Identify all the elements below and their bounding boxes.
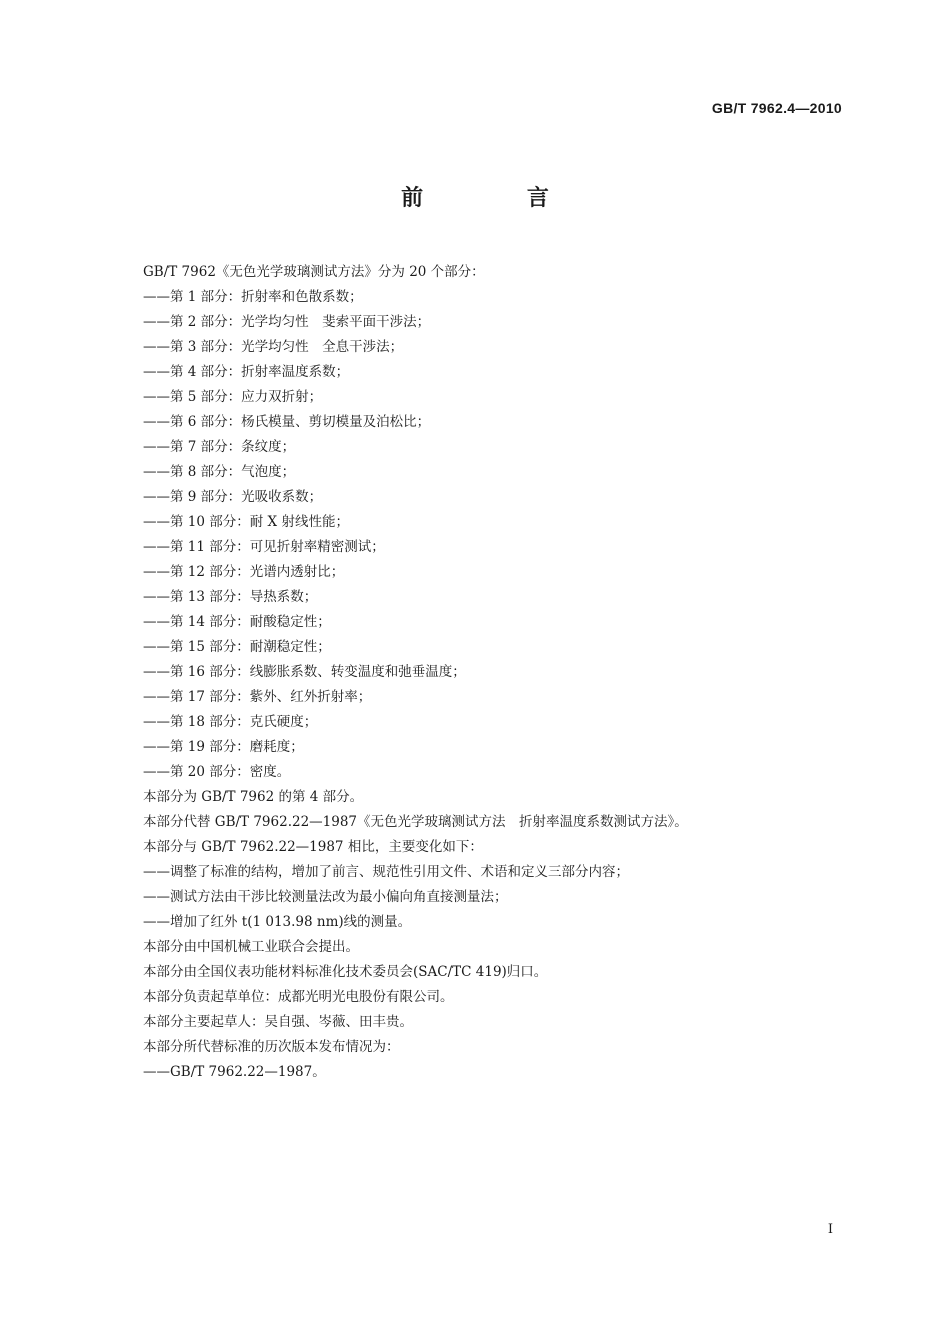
list-item: ——第 12 部分：光谱内透射比； (143, 564, 345, 580)
list-item: ——第 4 部分：折射率温度系数； (143, 364, 350, 380)
list-item: ——GB/T 7962.22—1987。 (143, 1064, 326, 1080)
list-item: ——第 2 部分：光学均匀性 斐索平面干涉法； (143, 314, 431, 330)
text-line: 本部分为 GB/T 7962 的第 4 部分。 (143, 789, 364, 805)
list-item: ——第 19 部分：磨耗度； (143, 739, 304, 755)
list-item: ——第 17 部分：紫外、红外折射率； (143, 689, 372, 705)
standard-number: GB/T 7962.4—2010 (711, 100, 842, 116)
list-item: ——第 20 部分：密度。 (143, 764, 291, 780)
text-line: 本部分负责起草单位：成都光明光电股份有限公司。 (143, 989, 454, 1005)
list-item: ——第 14 部分：耐酸稳定性； (143, 614, 331, 630)
text-line: 本部分与 GB/T 7962.22—1987 相比，主要变化如下： (143, 839, 483, 855)
list-item: ——第 16 部分：线膨胀系数、转变温度和弛垂温度； (143, 664, 466, 680)
list-item: ——第 18 部分：克氏硬度； (143, 714, 318, 730)
list-item: ——第 3 部分：光学均匀性 全息干涉法； (143, 339, 404, 355)
list-item: ——第 8 部分：气泡度； (143, 464, 296, 480)
page-number: I (827, 1222, 833, 1237)
list-item: ——增加了红外 t(1 013.98 nm)线的测量。 (143, 914, 412, 930)
text-line: 本部分所代替标准的历次版本发布情况为： (143, 1039, 400, 1055)
foreword-body (143, 260, 843, 1085)
list-item: ——第 6 部分：杨氏模量、剪切模量及泊松比； (143, 414, 431, 430)
list-item: ——第 9 部分：光吸收系数； (143, 489, 323, 505)
page-title: 前 言 (401, 186, 597, 211)
list-item: ——第 13 部分：导热系数； (143, 589, 318, 605)
text-line: 本部分由全国仪表功能材料标准化技术委员会(SAC/TC 419)归口。 (143, 964, 548, 980)
list-item: ——测试方法由干涉比较测量法改为最小偏向角直接测量法； (143, 889, 508, 905)
text-line: 本部分主要起草人：吴自强、岑薇、田丰贵。 (143, 1014, 413, 1030)
text-line: 本部分代替 GB/T 7962.22—1987《无色光学玻璃测试方法 折射率温度系数测试方法》。 (143, 814, 688, 830)
list-item: ——第 5 部分：应力双折射； (143, 389, 323, 405)
list-item: ——第 1 部分：折射率和色散系数； (143, 289, 363, 305)
text-line: GB/T 7962《无色光学玻璃测试方法》分为 20 个部分： (143, 264, 485, 280)
text-line: 本部分由中国机械工业联合会提出。 (143, 939, 359, 955)
list-item: ——第 7 部分：条纹度； (143, 439, 296, 455)
list-item: ——第 10 部分：耐 X 射线性能； (143, 514, 349, 530)
list-item: ——第 15 部分：耐潮稳定性； (143, 639, 331, 655)
list-item: ——调整了标准的结构，增加了前言、规范性引用文件、术语和定义三部分内容； (143, 864, 629, 880)
list-item: ——第 11 部分：可见折射率精密测试； (143, 539, 385, 555)
